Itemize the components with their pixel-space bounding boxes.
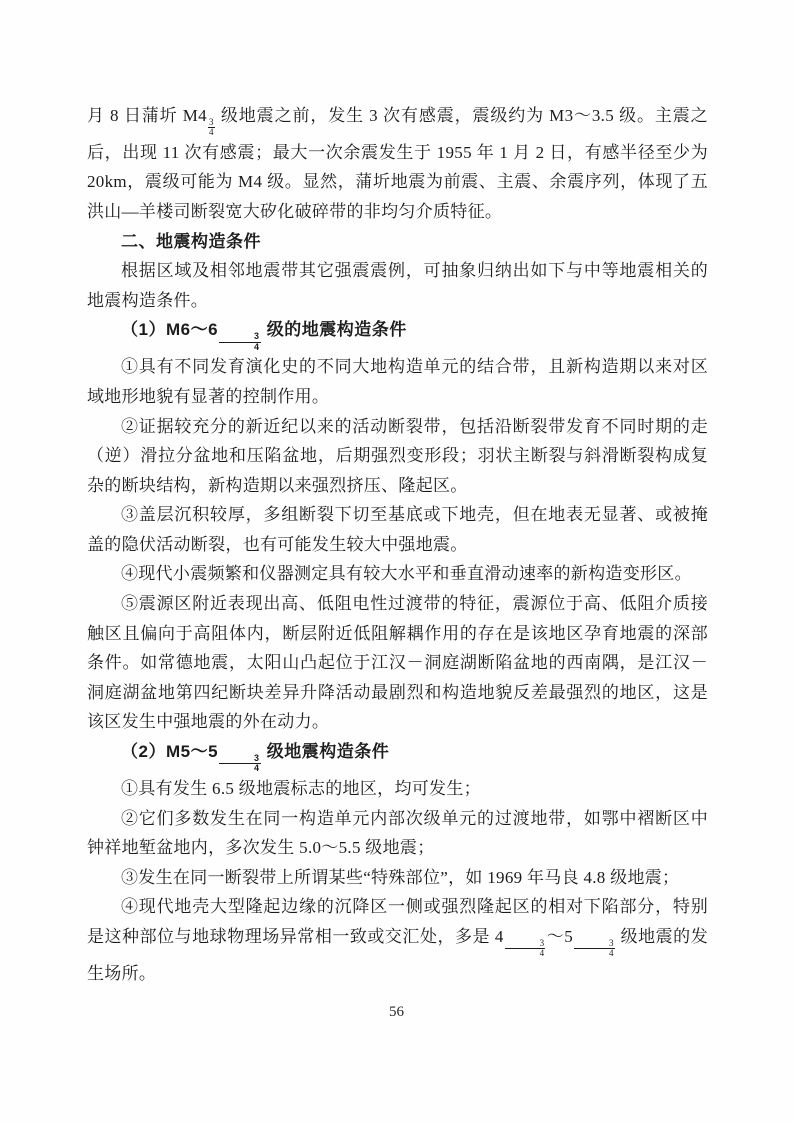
paragraph: ③盖层沉积较厚，多组断裂下切至基底或下地壳，但在地表无显著、或被掩盖的隐伏活动断裂，也有可能发生较大中强地震。 — [87, 505, 708, 554]
paragraph: ⑤震源区附近表现出高、低阻电性过渡带的特征，震源位于高、低阻介质接触区且偏向于高阻体内，断层附近低阻解耦作用的存在是该地区孕育地震的深部条件。如常德地震，太阳山凸起位于江汉－洞庭湖断陷盆地的西南隅，是江汉－洞庭湖盆地第四纪断块差异升降活动最剧烈和构造地貌反差最强烈的地区，这是该区发生中强地震的外在动力。 — [87, 594, 708, 732]
paragraph: 根据区域及相邻地震带其它强震震例，可抽象归纳出如下与中等地震相关的地震构造条件。 — [87, 261, 708, 310]
paragraph: 月 8 日蒲圻 M4 $\frac{3}{4}$ 级地震之前，发生 3 次有感震，震级约为 M3～3.5 级。主震之后，出现 11 次有感震；最大一次余震发生于 1955 年 1 月 2 日，有感半径至少为 20km，震级可能为 M4 级。显然，蒲圻地震为前震、主震、余震序列，体现了五洪山—羊楼司断裂宽大矽化破碎带的非均匀介质特征。 — [87, 106, 708, 222]
section-subheading: （2）M5～5 $\frac{3}{4}$ 级地震构造条件 — [121, 742, 390, 774]
section-subheading: （1）M6～6 $\frac{3}{4}$ 级的地震构造条件 — [121, 320, 407, 352]
stacked-fraction: $\frac{3}{4}$ — [505, 939, 546, 959]
paragraph: ②它们多数发生在同一构造单元内部次级单元的过渡地带，如鄂中褶断区中钟祥地堑盆地内，多次发生 5.0～5.5 级地震； — [87, 808, 708, 858]
page-body — [87, 101, 708, 988]
paragraph: ④现代地壳大型隆起边缘的沉降区一侧或强烈隆起区的相对下陷部分，特别是这种部位与地球物理场异常相一致或交汇处，多是 4 $\frac{3}{4}$ ～5 $\frac{3}{4}$ 级地震的发生场所。 — [87, 897, 708, 983]
paragraph: ②证据较充分的新近纪以来的活动断裂带，包括沿断裂带发育不同时期的走（逆）滑拉分盆地和压陷盆地，后期强烈变形段；羽状主断裂与斜滑断裂构成复杂的断块结构，新构造期以来强烈挤压、隆起区。 — [87, 416, 708, 495]
stacked-fraction: $\frac{3}{4}$ — [219, 754, 261, 774]
page-number: 56 — [389, 1004, 404, 1020]
section-heading: 二、地震构造条件 — [121, 231, 261, 251]
paragraph: ③发生在同一断裂带上所谓某些“特殊部位”，如 1969 年马良 4.8 级地震； — [121, 867, 680, 887]
paragraph: ④现代小震频繁和仪器测定具有较大水平和垂直滑动速率的新构造变形区。 — [121, 564, 692, 584]
stacked-fraction: $\frac{3}{4}$ — [219, 332, 261, 352]
stacked-fraction: $\frac{3}{4}$ — [208, 117, 214, 138]
paragraph: ①具有不同发育演化史的不同大地构造单元的结合带，且新构造期以来对区域地形地貌有显著的控制作用。 — [87, 357, 708, 406]
paragraph: ①具有发生 6.5 级地震标志的地区，均可发生； — [121, 778, 481, 798]
stacked-fraction: $\frac{3}{4}$ — [574, 939, 615, 959]
